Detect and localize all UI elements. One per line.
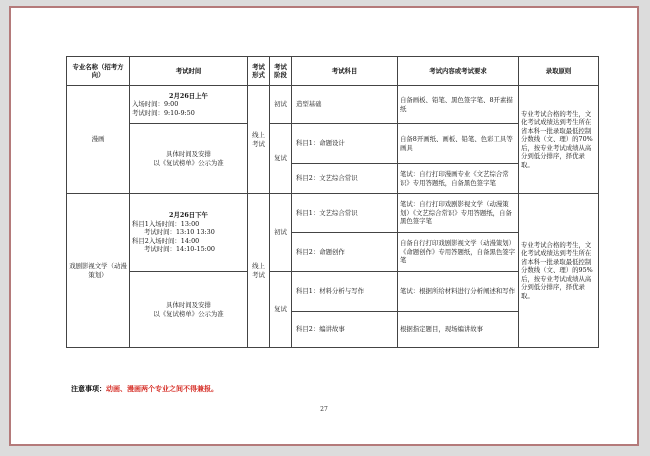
- content-cell: 自备画板、铅笔、黑色签字笔、8开素描纸: [398, 86, 519, 124]
- subject-cell: 科目2：文艺综合常识: [292, 164, 398, 194]
- time-cell: [130, 194, 248, 272]
- stage-cell: 复试: [270, 124, 292, 194]
- content-cell: 自备自行打印戏剧影视文学（动漫策划）《命题创作》专用答题纸，自备黑色签字笔: [398, 233, 519, 272]
- time-note: 以《复试榜单》公示为准: [153, 309, 224, 318]
- table-row: [67, 86, 599, 124]
- exam-date: 2月26日上午: [169, 91, 208, 100]
- subject-cell: 造型基础: [292, 86, 398, 124]
- major-cell: 戏剧影视文学（动漫策划）: [67, 194, 130, 348]
- form-cell: 线上考试: [248, 194, 270, 348]
- subject-cell: 科目2：命题创作: [292, 233, 398, 272]
- subject-cell: 科目1：命题设计: [292, 124, 398, 164]
- time-line: 科目1入场时间：13:00: [132, 219, 200, 228]
- exam-date: 2月26日下午: [169, 211, 208, 220]
- content-cell: 笔试：自行打印漫画专业《文艺综合常识》专用答题纸，自备黑色签字笔: [398, 164, 519, 194]
- content-cell: 根据指定题目，现场编讲故事: [398, 312, 519, 348]
- header-admission: 录取原则: [519, 57, 599, 86]
- subject-cell: 科目2：编讲故事: [292, 312, 398, 348]
- table-row: [67, 194, 599, 233]
- time-line: 科目2入场时间：14:00: [132, 236, 200, 245]
- form-cell: 线上考试: [248, 86, 270, 194]
- admission-cell: 专业考试合格的考生，文化考试成绩达到考生所在省本科一批录取最低控制分数线（文、理）的70%后，按专业考试成绩从高分到低分排序，择优录取。: [519, 86, 599, 194]
- time-note: 以《复试榜单》公示为准: [153, 158, 224, 167]
- content-cell: 自备8开画纸、画板、铅笔、色彩工具等画具: [398, 124, 519, 164]
- header-stage: 考试阶段: [270, 57, 292, 86]
- admission-cell: 专业考试合格的考生，文化考试成绩达到考生所在省本科一批录取最低控制分数线（文、理）的95%后，按专业考试成绩从高分到低分排序，择优录取。: [519, 194, 599, 348]
- time-line: 考试时间：13:10 13:30: [144, 228, 215, 237]
- exam-schedule-table: [66, 56, 599, 348]
- subject-cell: 科目1：文艺综合常识: [292, 194, 398, 233]
- time-note: 具体时间及安排: [166, 150, 211, 159]
- subject-cell: 科目1：材料分析与写作: [292, 272, 398, 312]
- major-cell: 漫画: [67, 86, 130, 194]
- stage-cell: 初试: [270, 194, 292, 272]
- stage-cell: 初试: [270, 86, 292, 124]
- time-cell: [130, 124, 248, 194]
- header-subject: 考试科目: [292, 57, 398, 86]
- time-line: 考试时间：14:10-15:00: [144, 245, 215, 254]
- time-note: 具体时间及安排: [166, 301, 211, 310]
- header-content: 考试内容或考试要求: [398, 57, 519, 86]
- time-cell: [130, 86, 248, 124]
- notice: [71, 384, 218, 394]
- content-cell: 笔试：根据所给材料进行分析阐述和写作: [398, 272, 519, 312]
- page-number: 27: [320, 406, 328, 413]
- time-line: 考试时间：9:10-9:50: [132, 108, 195, 117]
- header-row: [67, 57, 599, 86]
- header-form: 考试形式: [248, 57, 270, 86]
- notice-label: 注意事项：: [71, 384, 106, 393]
- notice-text: 动画、漫画两个专业之间不得兼报。: [106, 384, 218, 393]
- time-line: 入场时间：9:00: [132, 100, 179, 109]
- content-cell: 笔试：自行打印戏剧影视文学（动漫策划）《文艺综合常识》专用答题纸，自备黑色签字笔: [398, 194, 519, 233]
- header-time: 考试时间: [130, 57, 248, 86]
- document-page: [9, 6, 639, 446]
- header-major: 专业名称（招考方向）: [67, 57, 130, 86]
- stage-cell: 复试: [270, 272, 292, 348]
- time-cell: [130, 272, 248, 348]
